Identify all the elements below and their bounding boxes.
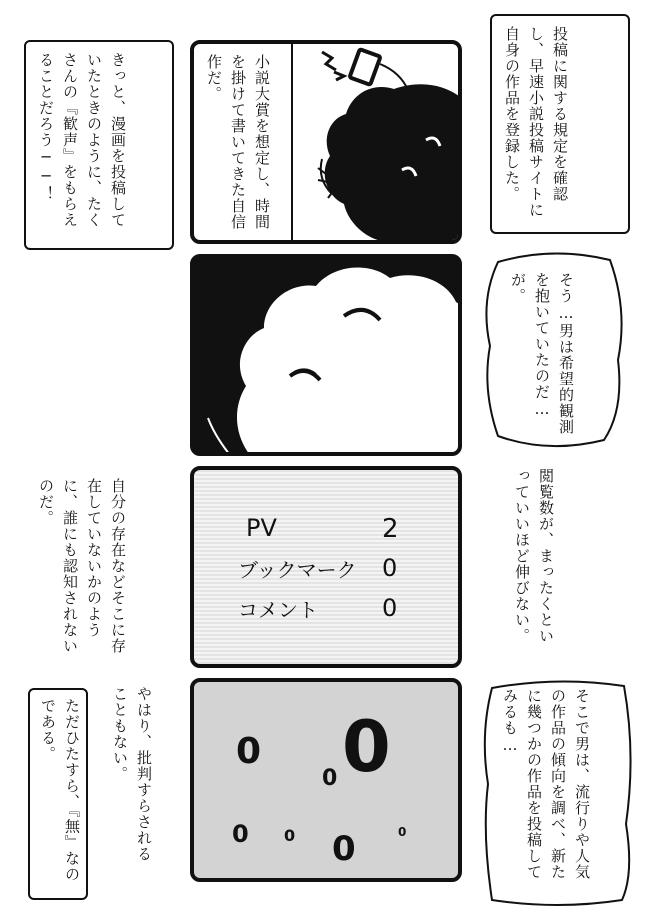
narration-text-5: 自分の存在などそこに存在していないかのように、誰にも認知されないのだ。 (37, 478, 127, 654)
zeros-panel (190, 678, 462, 882)
manga-panel-2 (190, 254, 462, 456)
stats-panel (190, 466, 462, 668)
zero-mark: 0 (398, 825, 407, 839)
zero-mark: 0 (322, 766, 338, 791)
zero-mark: 0 (332, 829, 356, 869)
narration-free-4 (510, 468, 620, 668)
thought-bubble-1 (478, 250, 628, 450)
narration-text-8: ただひたすら、『無』なのである。 (39, 698, 81, 883)
zero-mark: 0 (236, 731, 262, 772)
narration-text-2: きっと、漫画を投稿していたときのように、たくさんの『歓声』をもらえることだろう──！ (37, 52, 127, 228)
narration-text-4: 閲覧数が、まったくといっていいほど伸びない。 (513, 468, 555, 644)
stat-value-pv: 2 (382, 514, 399, 544)
smartphone-icon (350, 49, 381, 85)
zero-mark: 0 (232, 820, 249, 848)
narration-text-6: そこで男は、流行りや人気の作品の傾向を調べ、新たに幾つかの作品を投稿してみるも… (501, 688, 591, 880)
manga-panel-1 (190, 40, 462, 244)
zero-mark: 0 (284, 826, 296, 845)
narration-text-7: やはり、批判すらされることもない。 (111, 686, 153, 862)
stat-label-bookmark: ブックマーク (238, 558, 357, 582)
narration-free-5 (30, 478, 180, 678)
narration-free-7 (104, 678, 180, 882)
narration-box-1 (490, 14, 630, 234)
stat-label-comment: コメント (238, 598, 318, 622)
thought-bubble-2 (478, 674, 638, 910)
zero-mark: 0 (342, 706, 391, 788)
character-head-icon (325, 84, 462, 242)
stat-value-bookmark: 0 (382, 554, 398, 582)
narration-box-2 (24, 40, 174, 250)
narration-text-3: そう…男は希望的観測を抱いていたのだ…が。 (509, 272, 575, 435)
narration-text-1: 投稿に関する規定を確認し、早速小説投稿サイトに自身の作品を登録した。 (503, 26, 569, 218)
stat-label-pv: PV (246, 514, 277, 542)
panel-1-caption: 小説大賞を想定し、時間を掛けて書いてきた自信作だ。 (205, 54, 271, 230)
stat-value-comment: 0 (382, 594, 398, 622)
panel-2-art (194, 258, 462, 456)
narration-box-8 (28, 688, 88, 900)
